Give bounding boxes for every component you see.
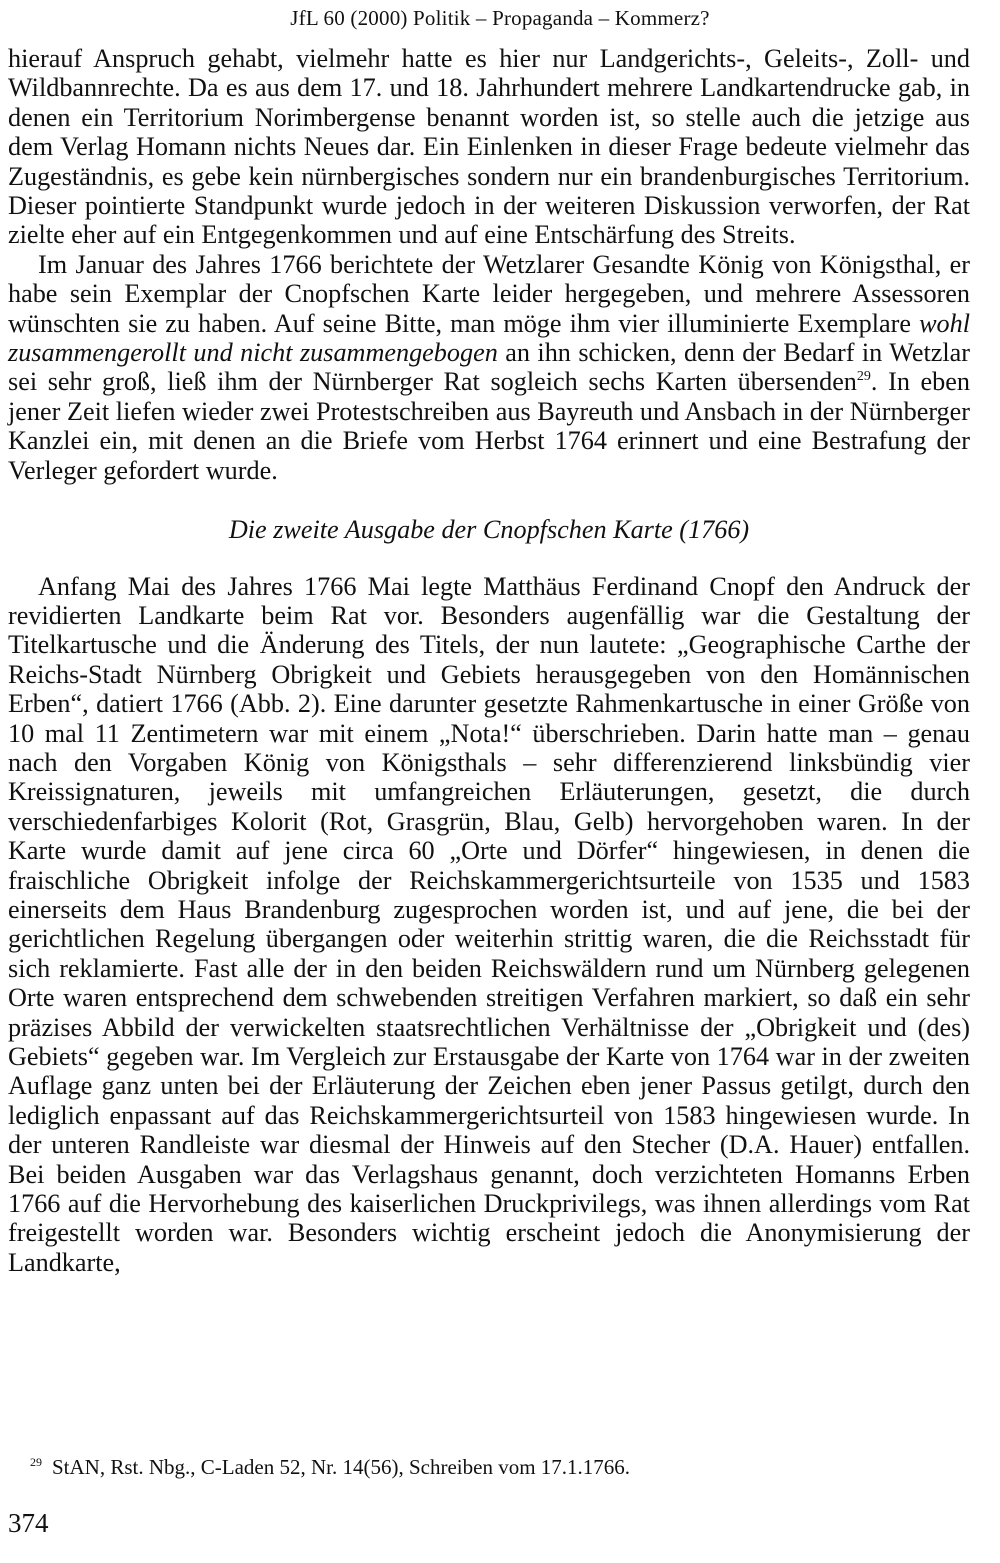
body-text	[8, 44, 970, 1277]
paragraph-text-part: . In eben jener Zeit liefen wieder zwei Protestschreiben aus Bayreuth und Ansbach in der Nürnberger Kanzlei ein, mit denen an die Briefe vom Herbst 1764 erinnert und eine Bestrafung der Verleger gefordert wurde.	[8, 367, 970, 485]
paragraph-anfang-mai: Anfang Mai des Jahres 1766 Mai legte Matthäus Ferdinand Cnopf den Andruck der revidierten Landkarte beim Rat vor. Besonders augenfällig war die Gestaltung der Titelkartusche und die Änderung des Titels, der nun lautete: „Geographische Carthe der Reichs-Stadt Nürnberg Obrigkeit und Gebiets herausgegeben von den Homännischen Erben“, datiert 1766 (Abb. 2). Eine darunter gesetzte Rahmenkartusche in einer Größe von 10 mal 11 Zentimetern war mit einem „Nota!“ überschrieben. Darin hatte man – genau nach den Vorgaben König von Königsthals – sehr differenzierend linksbündig vier Kreissignaturen, jeweils mit umfangreichen Erläuterungen, gesetzt, die durch verschiedenfarbiges Kolorit (Rot, Grasgrün, Blau, Gelb) hervorgehoben waren. In der Karte wurde damit auf jene circa 60 „Orte und Dörfer“ hingewiesen, in denen die fraischliche Obrigkeit infolge der Reichskammergerichtsurteile von 1535 und 1583 einerseits dem Haus Brandenburg zugesprochen worden ist, und auf jene, die bei der gerichtlichen Regelung übergangen oder weiterhin strittig waren, die die Reichsstadt für sich reklamierte. Fast alle der in den beiden Reichswäldern rund um Nürnberg gelegenen Orte waren entsprechend dem schwebenden streitigen Verfahren markiert, so daß ein sehr präzises Abbild der verwickelten staatsrechtlichen Verhältnisse der „Obrigkeit und (des) Gebiets“ gegeben war. Im Vergleich zur Erstausgabe der Karte von 1764 war in der zweiten Auflage ganz unten bei der Erläuterung der Zeichen eben jener Passus getilgt, durch den lediglich enpassant auf das Reichskammergerichtsurteil von 1583 hingewiesen wurde. In der unteren Randleiste war diesmal der Hinweis auf den Stecher (D.A. Hauer) entfallen. Bei beiden Ausgaben war das Verlagshaus genannt, doch verzichteten Homanns Erben 1766 auf die Hervorhebung des kaiserlichen Druckprivilegs, was ihnen allerdings vom Rat freigestellt worden war. Besonders wichtig erscheint jedoch die Anonymisierung der Landkarte,	[8, 571, 970, 1277]
italic-quote: wohl zusammengerollt und nicht zusammengebogen	[8, 308, 970, 368]
footnote-text: StAN, Rst. Nbg., C-Laden 52, Nr. 14(56), Schreiben vom 17.1.1766.	[52, 1455, 631, 1479]
section-heading: Die zweite Ausgabe der Cnopfschen Karte (1766)	[228, 515, 750, 545]
paragraph-continuation: hierauf Anspruch gehabt, vielmehr hatte es hier nur Landgerichts-, Geleits-, Zoll- und Wildbannrechte. Da es aus dem 17. und 18. Jahrhundert mehrere Landkartendrucke gab, in denen ein Territorium Norimbergense benannt worden ist, so stelle auch die jetzige aus dem Verlag Homann nichts Neues dar. Ein Einlenken in dieser Frage bedeute vielmehr das Zugeständnis, es gebe kein nürnbergisches sondern nur ein brandenburgisches Territorium. Dieser pointierte Standpunkt wurde jedoch in der weiteren Diskussion verworfen, der Rat zielte eher auf ein Entgegenkommen und auf eine Entschärfung des Streits.	[8, 44, 970, 250]
paragraph-januar-1766	[8, 250, 970, 485]
page-number: 374	[8, 1508, 49, 1538]
footnote-reference: 29	[856, 369, 871, 385]
footnote-number: 29	[30, 1455, 42, 1469]
footnote	[30, 1455, 630, 1480]
paragraph-text-part: Im Januar des Jahres 1766 berichtete der Wetzlarer Gesandte König von Königsthal, er habe sein Exemplar der Cnopfschen Karte leider hergegeben, und mehrere Assessoren wünschten sie zu haben. Auf seine Bitte, man möge ihm vier illuminierte Exemplare	[8, 249, 970, 338]
paragraph-text-part: an ihn schicken, denn der Bedarf in Wetzlar sei sehr groß, ließ ihm der Nürnberger Rat sogleich sechs Karten übersenden	[8, 338, 971, 397]
running-head: JfL 60 (2000) Politik – Propaganda – Kommerz?	[290, 6, 710, 30]
